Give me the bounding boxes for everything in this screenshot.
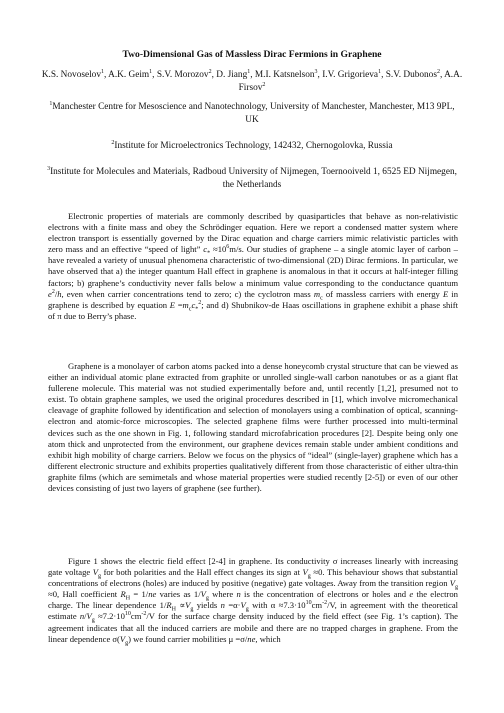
affiliation-marker: 2	[436, 68, 440, 75]
affiliation-marker: 1	[378, 68, 382, 75]
body-paragraph-1: Graphene is a monolayer of carbon atoms packed into a dense honeycomb crystal structure that can be viewed as either an individual atomic plane extracted from graphite or unrolled single-wall carbon nanotubes or as a giant flat fullerene molecule. This material was not studied experimentally before and, until recently [1,2], presumed not to exist. To obtain graphene samples, we used the original procedures described in [1], which involve micromechanical cleavage of graphite followed by identification and selection of monolayers using a combination of optical, scanning-electron and atomic-force microscopies. The selected graphene films were further processed into multi-terminal devices such as the one shown in Fig. 1, following standard microfabrication procedures [2]. Despite being only one atom thick and unprotected from the environment, our graphene devices remain stable under ambient conditions and exhibit high mobility of charge carriers. Below we focus on the physics of “ideal” (single-layer) graphene which has a different electronic structure and exhibits properties qualitatively different from those characteristic of either ultra-thin graphite films (which are semimetals and whose material properties were studied recently [2-5]) or even of our other devices consisting of just two layers of graphene (see further).	[48, 361, 458, 494]
affiliation-number: 1	[49, 100, 53, 107]
affiliation-1	[46, 101, 458, 126]
affiliation-marker: 1	[247, 68, 251, 75]
affiliation-marker: 3	[314, 68, 318, 75]
author: A.A. Firsov	[238, 70, 463, 93]
affiliation-marker: 1	[149, 68, 153, 75]
affiliation-number: 3	[47, 165, 51, 172]
affiliation-text: Manchester Centre for Mesoscience and Nanotechnology, University of Manchester, Manchester, M13 9PL, UK	[52, 102, 455, 125]
paper-title: Two-Dimensional Gas of Massless Dirac Fermions in Graphene	[122, 49, 382, 60]
affiliation-3	[46, 166, 458, 191]
author: S.V. Dubonos	[385, 70, 437, 80]
affiliation-text: Institute for Molecules and Materials, Radboud University of Nijmegen, Toernooiveld 1, 6525 ED Nijmegen, the Netherlands	[50, 167, 457, 190]
affiliation-2	[46, 140, 458, 153]
author: D. Jiang	[216, 70, 248, 80]
abstract: Electronic properties of materials are commonly described by quasiparticles that behave as non-relativistic electrons with a finite mass and obey the Schrödinger equation. Here we report a condensed matter system where electron transport is essentially governed by the Dirac equation and charge carriers mimic relativistic particles with zero mass and an effective “speed of light” $c_* \approx 10^6m/s$. Our studies of graphene – a single atomic layer of carbon – have revealed a variety of unusual phenomena characteristic of two-dimensional (2D) Dirac fermions. In particular, we have observed that a) the integer quantum Hall effect in graphene is anomalous in that it occurs at half-integer filling factors; b) graphene’s conductivity never falls below a minimum value corresponding to the conductance quantum $e^2/h$, even when carrier concentrations tend to zero; c) the cyclotron mass $m_c$ of massless carriers with energy E in graphene is described by equation $E =m_cc_*^2$; and d) Shubnikov-de Haas oscillations in graphene exhibit a phase shift of π due to Berry’s phase.	[48, 211, 458, 321]
author: A.K. Geim	[108, 70, 150, 80]
author: K.S. Novoselov	[41, 70, 101, 80]
affiliation-marker: 2	[208, 68, 212, 75]
affiliation-marker: 1	[100, 68, 104, 75]
author-list: K.S. Novoselov$^1$, A.K. Geim$^1$, S.V. Morozov$^2$, D. Jiang$^1$, M.I. Katsnelson$^3$, I.V. Grigorieva$^1$, S.V. Dubonos$^2$, A.A. Firsov$^2$	[41, 68, 463, 93]
author: M.I. Katsnelson	[254, 70, 315, 80]
body-paragraph-2: Figure 1 shows the electric field effect [2-4] in graphene. Its conductivity σ increases linearly with increasing gate voltage $V_g$ for both polarities and the Hall effect changes its sign at $V_g \approx 0$. This behaviour shows that substantial concentrations of electrons (holes) are induced by positive (negative) gate voltages. Away from the transition region $V_g \approx 0$, Hall coefficient $R_H = 1/ne$ varies as $1/V_g$ where n is the concentration of electrons or holes and e the electron charge. The linear dependence $1/R_H \propto V_g$ yields $n =\alpha\cdot V_g$ with $\alpha \approx 7.3\cdot 10^{10}cm^{-2}/V$, in agreement with the theoretical estimate $n/V_g \approx 7.2\cdot 10^{10}cm^{-2}/V$ for the surface charge density induced by the field effect (see Fig. 1’s caption). The agreement indicates that all the induced carriers are mobile and there are no trapped charges in graphene. From the linear dependence $\sigma(V_g)$ we found carrier mobilities μ =σ/ne, which	[48, 556, 459, 647]
author: S.V. Morozov	[156, 70, 209, 80]
affiliation-marker: 2	[262, 81, 266, 88]
affiliation-number: 2	[111, 139, 115, 146]
author: I.V. Grigorieva	[322, 70, 379, 80]
affiliation-text: Institute for Microelectronics Technology, 142432, Chernogolovka, Russia	[114, 141, 393, 151]
